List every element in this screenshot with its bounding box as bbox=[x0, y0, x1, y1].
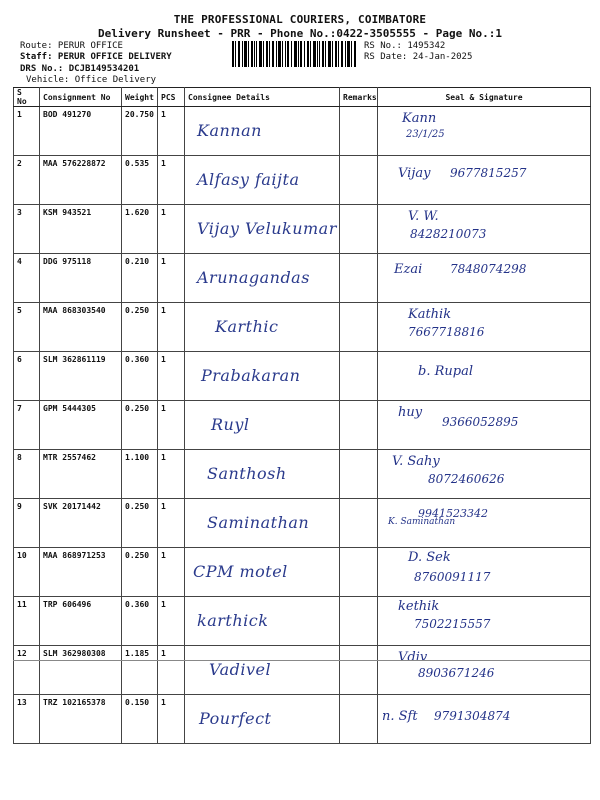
row-pcs: 1 bbox=[158, 646, 185, 695]
signature-date: 23/1/25 bbox=[406, 129, 445, 140]
row-signature bbox=[378, 205, 591, 254]
row-pcs: 1 bbox=[158, 352, 185, 401]
row-remarks bbox=[340, 646, 378, 695]
row-consignee bbox=[185, 548, 340, 597]
row-signature bbox=[378, 352, 591, 401]
signature-mark: Vijay bbox=[398, 166, 431, 181]
row-weight: 0.250 bbox=[122, 303, 158, 352]
barcode bbox=[232, 41, 356, 67]
signature-mark: Ezai bbox=[394, 262, 423, 277]
row-signature bbox=[378, 107, 591, 156]
row-pcs: 1 bbox=[158, 254, 185, 303]
table-row bbox=[14, 499, 591, 548]
table-row bbox=[14, 695, 591, 744]
consignee-name: CPM motel bbox=[193, 562, 288, 581]
row-consignment: DDG 975118 bbox=[40, 254, 122, 303]
row-remarks bbox=[340, 450, 378, 499]
row-sno: 9 bbox=[14, 499, 40, 548]
signature-mark: huy bbox=[398, 405, 423, 420]
row-sno: 7 bbox=[14, 401, 40, 450]
consignee-name: Kannan bbox=[197, 121, 262, 140]
row-sno: 5 bbox=[14, 303, 40, 352]
row-weight: 0.250 bbox=[122, 548, 158, 597]
row-consignee bbox=[185, 352, 340, 401]
row-sno: 10 bbox=[14, 548, 40, 597]
consignee-name: Saminathan bbox=[207, 513, 310, 532]
table-row bbox=[14, 254, 591, 303]
row-remarks bbox=[340, 597, 378, 646]
drs-number: DRS No.: DCJB149534201 bbox=[20, 64, 140, 74]
row-sno: 3 bbox=[14, 205, 40, 254]
row-consignee bbox=[185, 303, 340, 352]
row-consignment: TRP 606496 bbox=[40, 597, 122, 646]
signature-phone: 9677815257 bbox=[450, 166, 527, 180]
row-sno: 12 bbox=[14, 646, 40, 695]
signature-phone: 8072460626 bbox=[428, 472, 505, 486]
table-row bbox=[14, 548, 591, 597]
row-pcs: 1 bbox=[158, 205, 185, 254]
row-pcs: 1 bbox=[158, 499, 185, 548]
consignee-name: Vadivel bbox=[209, 660, 272, 679]
sheet-bottom-rule bbox=[13, 660, 590, 661]
table-header-row bbox=[14, 88, 591, 107]
consignee-name: Karthic bbox=[215, 317, 279, 336]
row-signature bbox=[378, 303, 591, 352]
consignee-name: Ruyl bbox=[211, 415, 250, 434]
row-consignment: MAA 868971253 bbox=[40, 548, 122, 597]
table-row bbox=[14, 450, 591, 499]
row-remarks bbox=[340, 107, 378, 156]
table-row bbox=[14, 303, 591, 352]
row-weight: 0.535 bbox=[122, 156, 158, 205]
rs-date: RS Date: 24-Jan-2025 bbox=[364, 52, 473, 62]
row-consignee bbox=[185, 597, 340, 646]
row-remarks bbox=[340, 352, 378, 401]
table-row bbox=[14, 352, 591, 401]
row-pcs: 1 bbox=[158, 401, 185, 450]
row-remarks bbox=[340, 401, 378, 450]
row-consignment: KSM 943521 bbox=[40, 205, 122, 254]
row-pcs: 1 bbox=[158, 548, 185, 597]
row-consignment: SLM 362980308 bbox=[40, 646, 122, 695]
row-pcs: 1 bbox=[158, 156, 185, 205]
row-consignment: GPM 5444305 bbox=[40, 401, 122, 450]
consignee-name: Pourfect bbox=[199, 709, 272, 728]
consignee-name: Prabakaran bbox=[201, 366, 301, 385]
consignee-name: Arunagandas bbox=[197, 268, 310, 287]
row-weight: 1.185 bbox=[122, 646, 158, 695]
signature-phone: 7502215557 bbox=[414, 617, 491, 631]
row-remarks bbox=[340, 499, 378, 548]
row-consignee bbox=[185, 499, 340, 548]
col-weight: Weight bbox=[122, 88, 158, 107]
row-consignee bbox=[185, 401, 340, 450]
signature-mark: Kathik bbox=[408, 307, 452, 322]
table-row bbox=[14, 107, 591, 156]
row-sno: 4 bbox=[14, 254, 40, 303]
row-remarks bbox=[340, 303, 378, 352]
signature-mark: b. Rupal bbox=[418, 364, 473, 379]
runsheet-table bbox=[13, 87, 591, 744]
row-weight: 1.620 bbox=[122, 205, 158, 254]
signature-mark: K. Saminathan bbox=[388, 517, 456, 527]
row-sno: 6 bbox=[14, 352, 40, 401]
row-sno: 8 bbox=[14, 450, 40, 499]
staff-label: Staff: PERUR OFFICE DELIVERY bbox=[20, 52, 172, 62]
row-consignment: MTR 2557462 bbox=[40, 450, 122, 499]
table-row bbox=[14, 646, 591, 695]
signature-phone: 9366052895 bbox=[442, 415, 519, 429]
table-row bbox=[14, 156, 591, 205]
signature-phone: 8903671246 bbox=[418, 666, 495, 680]
row-remarks bbox=[340, 254, 378, 303]
row-consignee bbox=[185, 107, 340, 156]
row-consignment: TRZ 102165378 bbox=[40, 695, 122, 744]
col-sno: S No bbox=[14, 88, 40, 107]
row-consignment: SVK 20171442 bbox=[40, 499, 122, 548]
route-label: Route: PERUR OFFICE bbox=[20, 41, 123, 51]
col-consignment: Consignment No bbox=[40, 88, 122, 107]
row-sno: 2 bbox=[14, 156, 40, 205]
rs-number: RS No.: 1495342 bbox=[364, 41, 446, 51]
signature-phone: 8428210073 bbox=[410, 227, 487, 241]
signature-phone: 7667718816 bbox=[408, 325, 485, 339]
row-signature bbox=[378, 254, 591, 303]
signature-phone: 9941523342 bbox=[418, 507, 488, 520]
row-pcs: 1 bbox=[158, 303, 185, 352]
row-pcs: 1 bbox=[158, 107, 185, 156]
signature-mark: Vdiv bbox=[398, 650, 428, 665]
row-remarks bbox=[340, 548, 378, 597]
consignee-name: karthick bbox=[197, 611, 269, 630]
signature-mark: kethik bbox=[398, 599, 440, 614]
consignee-name: Santhosh bbox=[207, 464, 287, 483]
row-consignee bbox=[185, 450, 340, 499]
row-signature bbox=[378, 450, 591, 499]
row-signature bbox=[378, 548, 591, 597]
table-row bbox=[14, 205, 591, 254]
row-signature bbox=[378, 646, 591, 695]
col-consignee: Consignee Details bbox=[185, 88, 340, 107]
row-weight: 0.250 bbox=[122, 401, 158, 450]
row-consignee bbox=[185, 254, 340, 303]
signature-mark: Kann bbox=[402, 111, 437, 126]
row-weight: 20.750 bbox=[122, 107, 158, 156]
row-signature bbox=[378, 695, 591, 744]
signature-mark: V. W. bbox=[408, 209, 439, 224]
table-row bbox=[14, 597, 591, 646]
row-sno: 11 bbox=[14, 597, 40, 646]
row-weight: 0.360 bbox=[122, 597, 158, 646]
row-signature bbox=[378, 499, 591, 548]
row-consignee bbox=[185, 156, 340, 205]
signature-phone: 7848074298 bbox=[450, 262, 527, 276]
row-signature bbox=[378, 156, 591, 205]
runsheet-subtitle: Delivery Runsheet - PRR - Phone No.:0422-3505555 - Page No.:1 bbox=[98, 27, 502, 40]
consignee-name: Alfasy faijta bbox=[197, 170, 300, 189]
row-pcs: 1 bbox=[158, 597, 185, 646]
col-signature: Seal & Signature bbox=[378, 88, 591, 107]
row-consignee bbox=[185, 646, 340, 695]
row-sno: 1 bbox=[14, 107, 40, 156]
company-title: THE PROFESSIONAL COURIERS, COIMBATORE bbox=[173, 13, 427, 26]
signature-mark: n. Sft bbox=[382, 709, 418, 724]
row-weight: 1.100 bbox=[122, 450, 158, 499]
row-sno: 13 bbox=[14, 695, 40, 744]
row-consignment: BOD 491270 bbox=[40, 107, 122, 156]
signature-mark: V. Sahy bbox=[392, 454, 440, 469]
row-pcs: 1 bbox=[158, 695, 185, 744]
signature-phone: 8760091117 bbox=[414, 570, 491, 584]
signature-mark: D. Sek bbox=[408, 550, 451, 565]
row-remarks bbox=[340, 695, 378, 744]
consignee-name: Vijay Velukumar bbox=[197, 219, 337, 238]
signature-phone: 9791304874 bbox=[434, 709, 511, 723]
row-consignee bbox=[185, 695, 340, 744]
col-remarks: Remarks bbox=[340, 88, 378, 107]
row-signature bbox=[378, 401, 591, 450]
row-consignment: MAA 868303540 bbox=[40, 303, 122, 352]
row-pcs: 1 bbox=[158, 450, 185, 499]
row-remarks bbox=[340, 156, 378, 205]
row-consignment: MAA 576228872 bbox=[40, 156, 122, 205]
row-weight: 0.360 bbox=[122, 352, 158, 401]
vehicle-label: Vehicle: Office Delivery bbox=[26, 75, 157, 85]
col-pcs: PCS bbox=[158, 88, 185, 107]
row-remarks bbox=[340, 205, 378, 254]
row-consignee bbox=[185, 205, 340, 254]
row-weight: 0.210 bbox=[122, 254, 158, 303]
row-weight: 0.250 bbox=[122, 499, 158, 548]
table-row bbox=[14, 401, 591, 450]
row-weight: 0.150 bbox=[122, 695, 158, 744]
row-signature bbox=[378, 597, 591, 646]
row-consignment: SLM 362861119 bbox=[40, 352, 122, 401]
